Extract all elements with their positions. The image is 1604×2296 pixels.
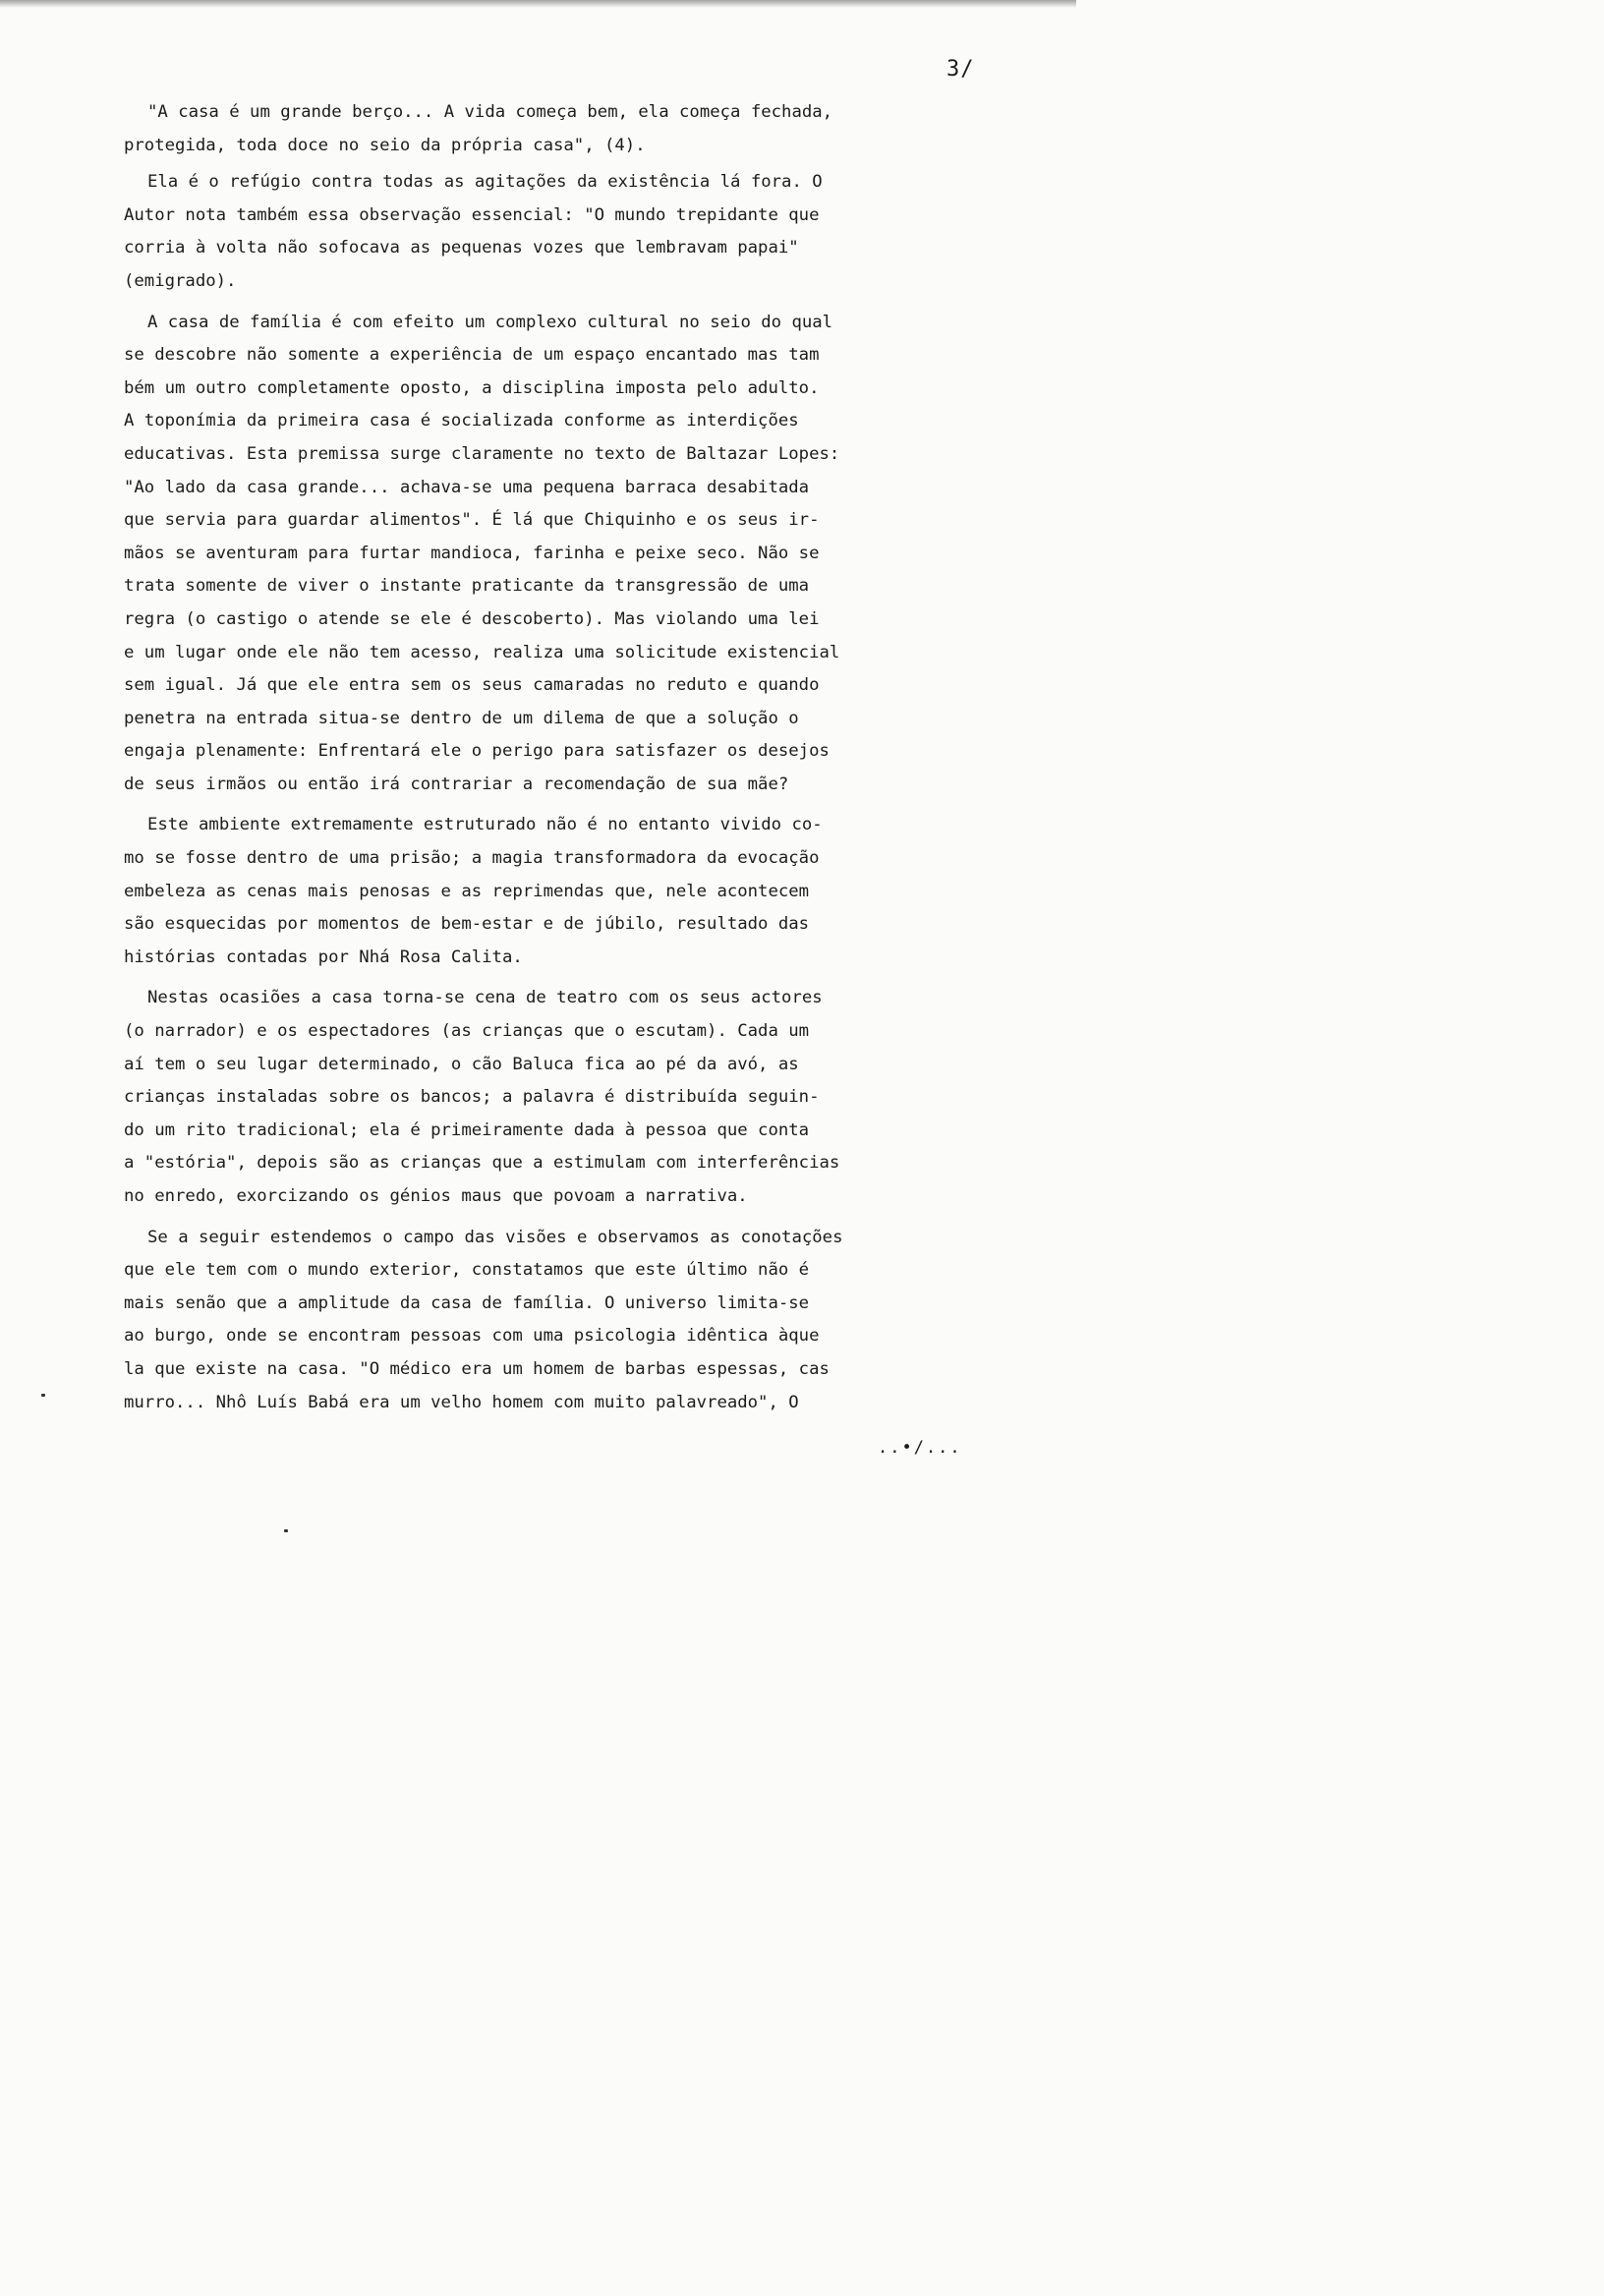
- paragraph: [124, 96, 1058, 162]
- text-line: protegida, toda doce no seio da própria casa", (4).: [124, 135, 646, 155]
- text-line: aí tem o seu lugar determinado, o cão Baluca fica ao pé da avó, as: [124, 1054, 799, 1074]
- text-line: penetra na entrada situa-se dentro de um dilema de que a solução o: [124, 708, 799, 728]
- page-number: 3/: [946, 57, 975, 82]
- text-line: mais senão que a amplitude da casa de família. O universo limita-se: [124, 1292, 810, 1313]
- text-line: "Ao lado da casa grande... achava-se uma pequena barraca desabitada: [124, 477, 810, 497]
- text-line: Nestas ocasiões a casa torna-se cena de teatro com os seus actores: [147, 988, 823, 1008]
- page-continuation-marker: ..•/...: [878, 1438, 962, 1458]
- text-line: Autor nota também essa observação essencial: "O mundo trepidante que: [124, 204, 820, 225]
- text-line: engaja plenamente: Enfrentará ele o perigo para satisfazer os desejos: [124, 741, 830, 762]
- text-line: ao burgo, onde se encontram pessoas com uma psicologia idêntica àque: [124, 1326, 820, 1347]
- text-line: sem igual. Já que ele entra sem os seus camaradas no reduto e quando: [124, 675, 820, 696]
- text-line: Ela é o refúgio contra todas as agitações da existência lá fora. O: [147, 172, 823, 193]
- text-line: que ele tem com o mundo exterior, constatamos que este último não é: [124, 1260, 810, 1281]
- text-line: murro... Nhô Luís Babá era um velho homem com muito palavreado", O: [124, 1392, 799, 1412]
- text-line: se descobre não somente a experiência de um espaço encantado mas tam: [124, 345, 820, 366]
- scan-shadow: [0, 0, 1076, 8]
- text-line: corria à volta não sofocava as pequenas vozes que lembravam papai": [124, 238, 799, 258]
- text-line: de seus irmãos ou então irá contrariar a recomendação de sua mãe?: [124, 774, 789, 794]
- text-line: que servia para guardar alimentos". É lá que Chiquinho e os seus ir-: [124, 510, 820, 531]
- text-line: la que existe na casa. "O médico era um homem de barbas espessas, cas: [124, 1358, 830, 1379]
- text-line: crianças instaladas sobre os bancos; a palavra é distribuída seguin-: [124, 1087, 820, 1108]
- margin-speck: [41, 1394, 45, 1397]
- paragraph: [124, 166, 1058, 298]
- text-line: Se a seguir estendemos o campo das visões e observamos as conotações: [147, 1227, 843, 1247]
- text-line: educativas. Esta premissa surge claramente no texto de Baltazar Lopes:: [124, 443, 840, 464]
- document-body: [124, 96, 1058, 1427]
- text-line: bém um outro completamente oposto, a disciplina imposta pelo adulto.: [124, 377, 820, 398]
- text-line: "A casa é um grande berço... A vida começa bem, ela começa fechada,: [147, 102, 833, 122]
- text-line: (o narrador) e os espectadores (as crianças que o escutam). Cada um: [124, 1021, 810, 1042]
- text-line: são esquecidas por momentos de bem-estar e de júbilo, resultado das: [124, 914, 810, 935]
- text-line: (emigrado).: [124, 270, 237, 291]
- text-line: mãos se aventuram para furtar mandioca, farinha e peixe seco. Não se: [124, 543, 820, 563]
- text-line: Este ambiente extremamente estruturado não é no entanto vivido co-: [147, 815, 823, 835]
- paragraph: [124, 809, 1058, 974]
- paragraph: [124, 307, 1058, 802]
- text-line: embeleza as cenas mais penosas e as reprimendas que, nele acontecem: [124, 881, 810, 901]
- paragraph: [124, 1222, 1058, 1420]
- text-line: histórias contadas por Nhá Rosa Calita.: [124, 947, 523, 967]
- text-line: trata somente de viver o instante praticante da transgressão de uma: [124, 576, 810, 597]
- text-line: regra (o castigo o atende se ele é descoberto). Mas violando uma lei: [124, 608, 820, 629]
- text-line: A casa de família é com efeito um complexo cultural no seio do qual: [147, 312, 833, 332]
- paragraph: [124, 982, 1058, 1213]
- text-line: no enredo, exorcizando os génios maus que povoam a narrativa.: [124, 1186, 748, 1206]
- text-line: mo se fosse dentro de uma prisão; a magia transformadora da evocação: [124, 848, 820, 869]
- text-line: a "estória", depois são as crianças que a estimulam com interferências: [124, 1153, 840, 1174]
- margin-speck: [284, 1529, 288, 1532]
- text-line: do um rito tradicional; ela é primeiramente dada à pessoa que conta: [124, 1119, 810, 1140]
- text-line: e um lugar onde ele não tem acesso, realiza uma solicitude existencial: [124, 642, 840, 662]
- text-line: A toponímia da primeira casa é socializada conforme as interdições: [124, 411, 799, 431]
